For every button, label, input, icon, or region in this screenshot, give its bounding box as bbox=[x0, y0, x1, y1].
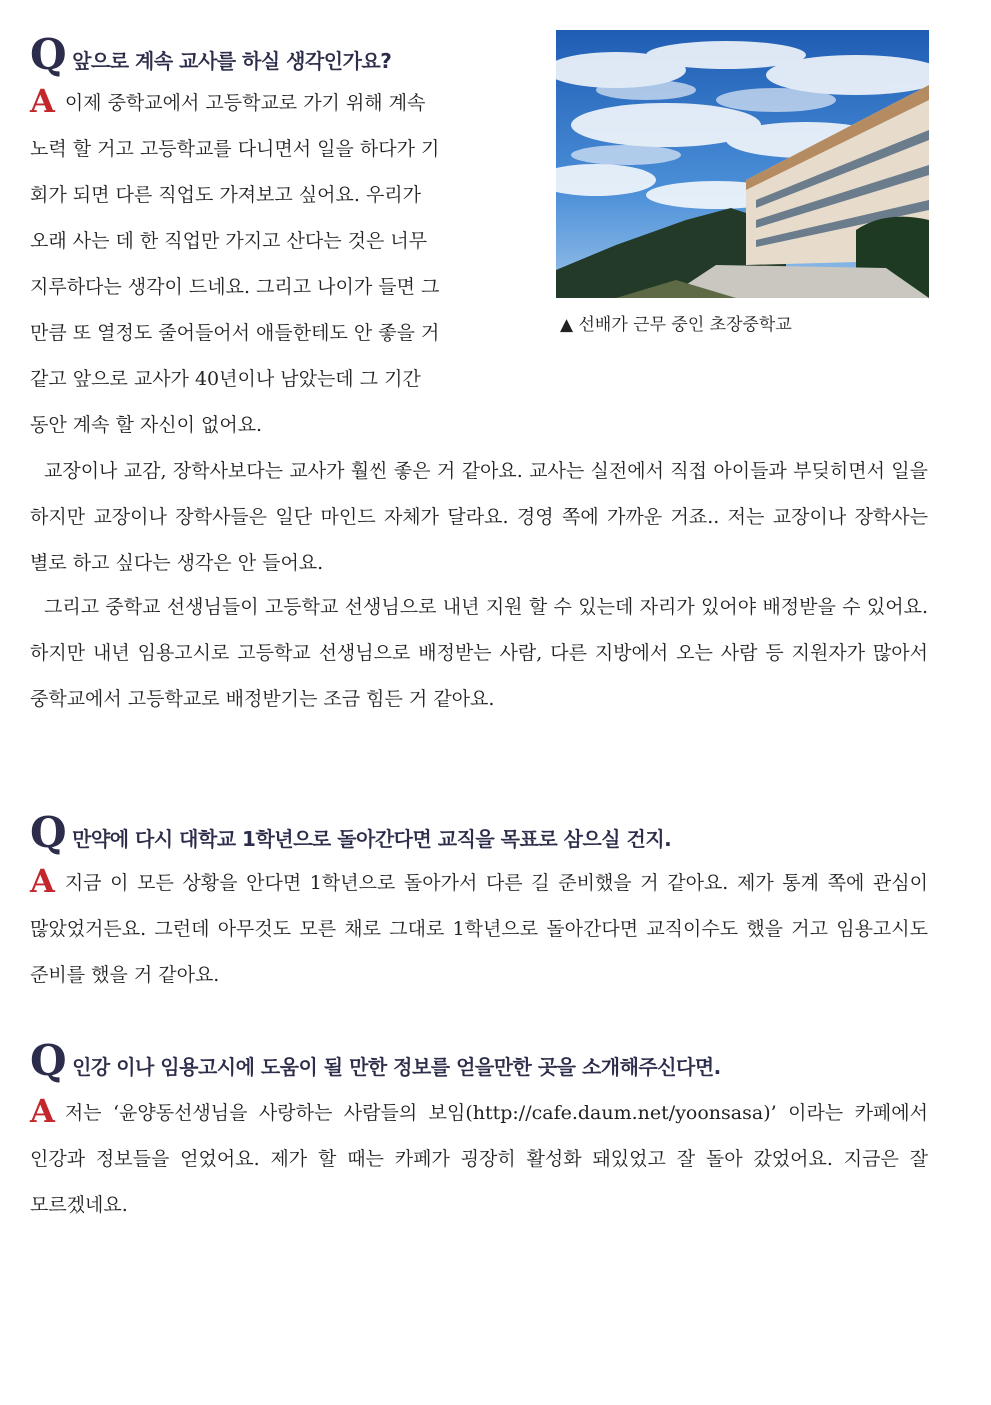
question-2 bbox=[30, 808, 672, 857]
answer-1-line bbox=[30, 80, 528, 126]
answer-1-line: 동안 계속 할 자신이 없어요. bbox=[30, 414, 263, 436]
q-mark: Q bbox=[30, 808, 67, 857]
answer-1 bbox=[30, 80, 528, 448]
answer-1-line: 회가 되면 다른 직업도 가져보고 싶어요. 우리가 bbox=[30, 184, 422, 206]
q-mark: Q bbox=[30, 1036, 67, 1085]
answer-1-line: 지루하다는 생각이 드네요. 그리고 나이가 들면 그 bbox=[30, 276, 440, 298]
question-2-text: 만약에 다시 대학교 1학년으로 돌아간다면 교직을 목표로 삼으실 건지. bbox=[72, 827, 672, 851]
a-mark: A bbox=[30, 82, 55, 120]
school-photo bbox=[556, 30, 929, 298]
question-3 bbox=[30, 1036, 721, 1085]
answer-2-text: 지금 이 모든 상황을 안다면 1학년으로 돌아가서 다른 길 준비했을 거 같아요. 제가 통계 쪽에 관심이 많았었거든요. 그런데 아무것도 모른 채로 그대로 1학년으로 돌아간다면 교직이수도 했을 거고 임용고시도 준비를 했을 거 같아요. bbox=[30, 872, 928, 986]
question-3-text: 인강 이나 임용고시에 도움이 될 만한 정보를 얻을만한 곳을 소개해주신다면. bbox=[72, 1055, 721, 1079]
answer-3-text: 저는 ‘윤양동선생님을 사랑하는 사람들의 보임(http://cafe.daum.net/yoonsasa)’ 이라는 카페에서 인강과 정보들을 얻었어요. 제가 할 때는 카페가 굉장히 활성화 돼있었고 잘 돌아 갔었어요. 지금은 잘 모르겠네요. bbox=[30, 1102, 928, 1216]
answer-1-line: 만큼 또 열정도 줄어들어서 애들한테도 안 좋을 거 bbox=[30, 322, 440, 344]
answer-2 bbox=[30, 860, 928, 998]
q-mark: Q bbox=[30, 30, 67, 79]
photo-caption: ▲ 선배가 근무 중인 초장중학교 bbox=[560, 315, 792, 335]
school-building-image bbox=[556, 30, 929, 298]
a-mark: A bbox=[30, 1092, 55, 1130]
answer-1-line: 노력 할 거고 고등학교를 다니면서 일을 하다가 기 bbox=[30, 138, 440, 160]
a-mark: A bbox=[30, 862, 55, 900]
paragraph-3: 그리고 중학교 선생님들이 고등학교 선생님으로 내년 지원 할 수 있는데 자리가 있어야 배정받을 수 있어요. 하지만 내년 임용고시로 고등학교 선생님으로 배정받는 사람, 다른 지방에서 오는 사람 등 지원자가 많아서 중학교에서 고등학교로 배정받기는 조금 힘든 거 같아요. bbox=[30, 596, 928, 710]
answer-3 bbox=[30, 1090, 928, 1228]
paragraph-2: 교장이나 교감, 장학사보다는 교사가 훨씬 좋은 거 같아요. 교사는 실전에서 직접 아이들과 부딪히면서 일을 하지만 교장이나 장학사들은 일단 마인드 자체가 달라요. 경영 쪽에 가까운 거죠.. 저는 교장이나 장학사는 별로 하고 싶다는 생각은 안 들어요. bbox=[30, 460, 928, 574]
answer-1-line-text: 이제 중학교에서 고등학교로 가기 위해 계속 bbox=[64, 92, 426, 114]
question-1-text: 앞으로 계속 교사를 하실 생각인가요? bbox=[72, 49, 392, 73]
question-1 bbox=[30, 30, 392, 79]
answer-1-line: 오래 사는 데 한 직업만 가지고 산다는 것은 너무 bbox=[30, 230, 428, 252]
answer-1-line: 같고 앞으로 교사가 40년이나 남았는데 그 기간 bbox=[30, 368, 421, 390]
